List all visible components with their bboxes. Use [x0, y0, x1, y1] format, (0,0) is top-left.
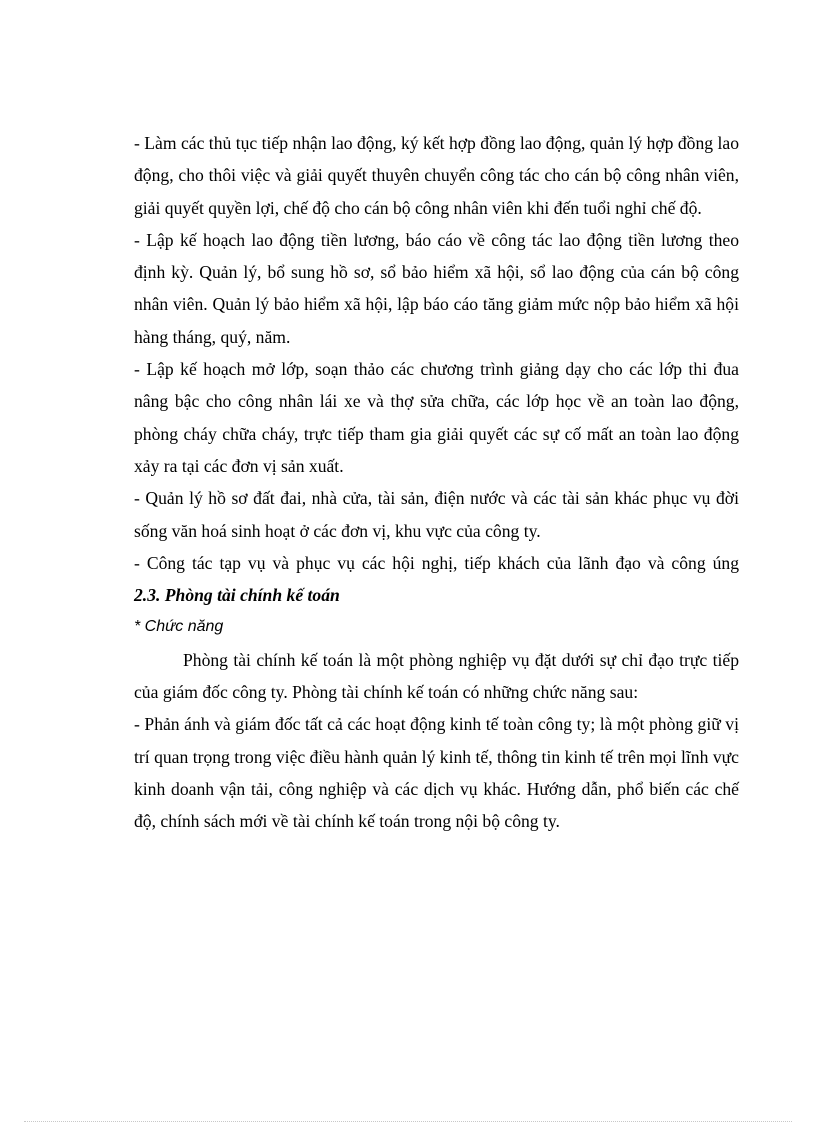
paragraph-services: - Công tác tạp vụ và phục vụ các hội nghị, tiếp khách của lãnh đạo và công úng — [134, 552, 739, 573]
paragraph-labor-planning: - Lập kế hoạch lao động tiền lương, báo cáo về công tác lao động tiền lương theo định kỳ. Quản lý, bổ sung hồ sơ, sổ bảo hiểm xã hội, sổ lao động của cán bộ công nhân viên. Quản lý bảo hiểm xã hội, lập báo cáo tăng giảm mức nộp bảo hiểm xã hội hàng tháng, quý, năm. — [134, 229, 739, 347]
paragraph-training: - Lập kế hoạch mở lớp, soạn thảo các chương trình giảng dạy cho các lớp thi đua nâng bậc cho công nhân lái xe và thợ sửa chữa, các lớp học về an toàn lao động, phòng cháy chữa cháy, trực tiếp tham gia giải quyết các sự cố mất an toàn lao động xảy ra tại các đơn vị sản xuất. — [134, 359, 739, 476]
paragraph-labor-procedures: - Làm các thủ tục tiếp nhận lao động, ký kết hợp đồng lao động, quản lý hợp đồng lao động, cho thôi việc và giải quyết thuyên chuyển công tác cho cán bộ công nhân viên, giải quyết quyền lợi, chế độ cho cán bộ công nhân viên khi đến tuổi nghỉ chế độ. — [134, 133, 739, 218]
paragraph-assets: - Quản lý hồ sơ đất đai, nhà cửa, tài sản, điện nước và các tài sản khác phục vụ đời sống văn hoá sinh hoạt ở các đơn vị, khu vực của công ty. — [134, 488, 739, 541]
paragraph-intro: Phòng tài chính kế toán là một phòng nghiệp vụ đặt dưới sự chỉ đạo trực tiếp của giám đốc công ty. Phòng tài chính kế toán có những chức năng sau: — [134, 649, 739, 703]
subheading-functions: * Chức năng — [134, 618, 224, 636]
document-body — [134, 127, 739, 838]
section-heading: 2.3. Phòng tài chính kế toán — [134, 585, 340, 606]
page-bottom-divider — [24, 1121, 792, 1122]
paragraph-finance-functions: - Phản ánh và giám đốc tất cả các hoạt động kinh tế toàn công ty; là một phòng giữ vị trí quan trọng trong việc điều hành quản lý kinh tế, thông tin kinh tế trên mọi lĩnh vực kinh doanh vận tải, công nghiệp và các dịch vụ khác. Hướng dẫn, phổ biến các chế độ, chính sách mới về tài chính kế toán trong nội bộ công ty. — [134, 714, 739, 832]
